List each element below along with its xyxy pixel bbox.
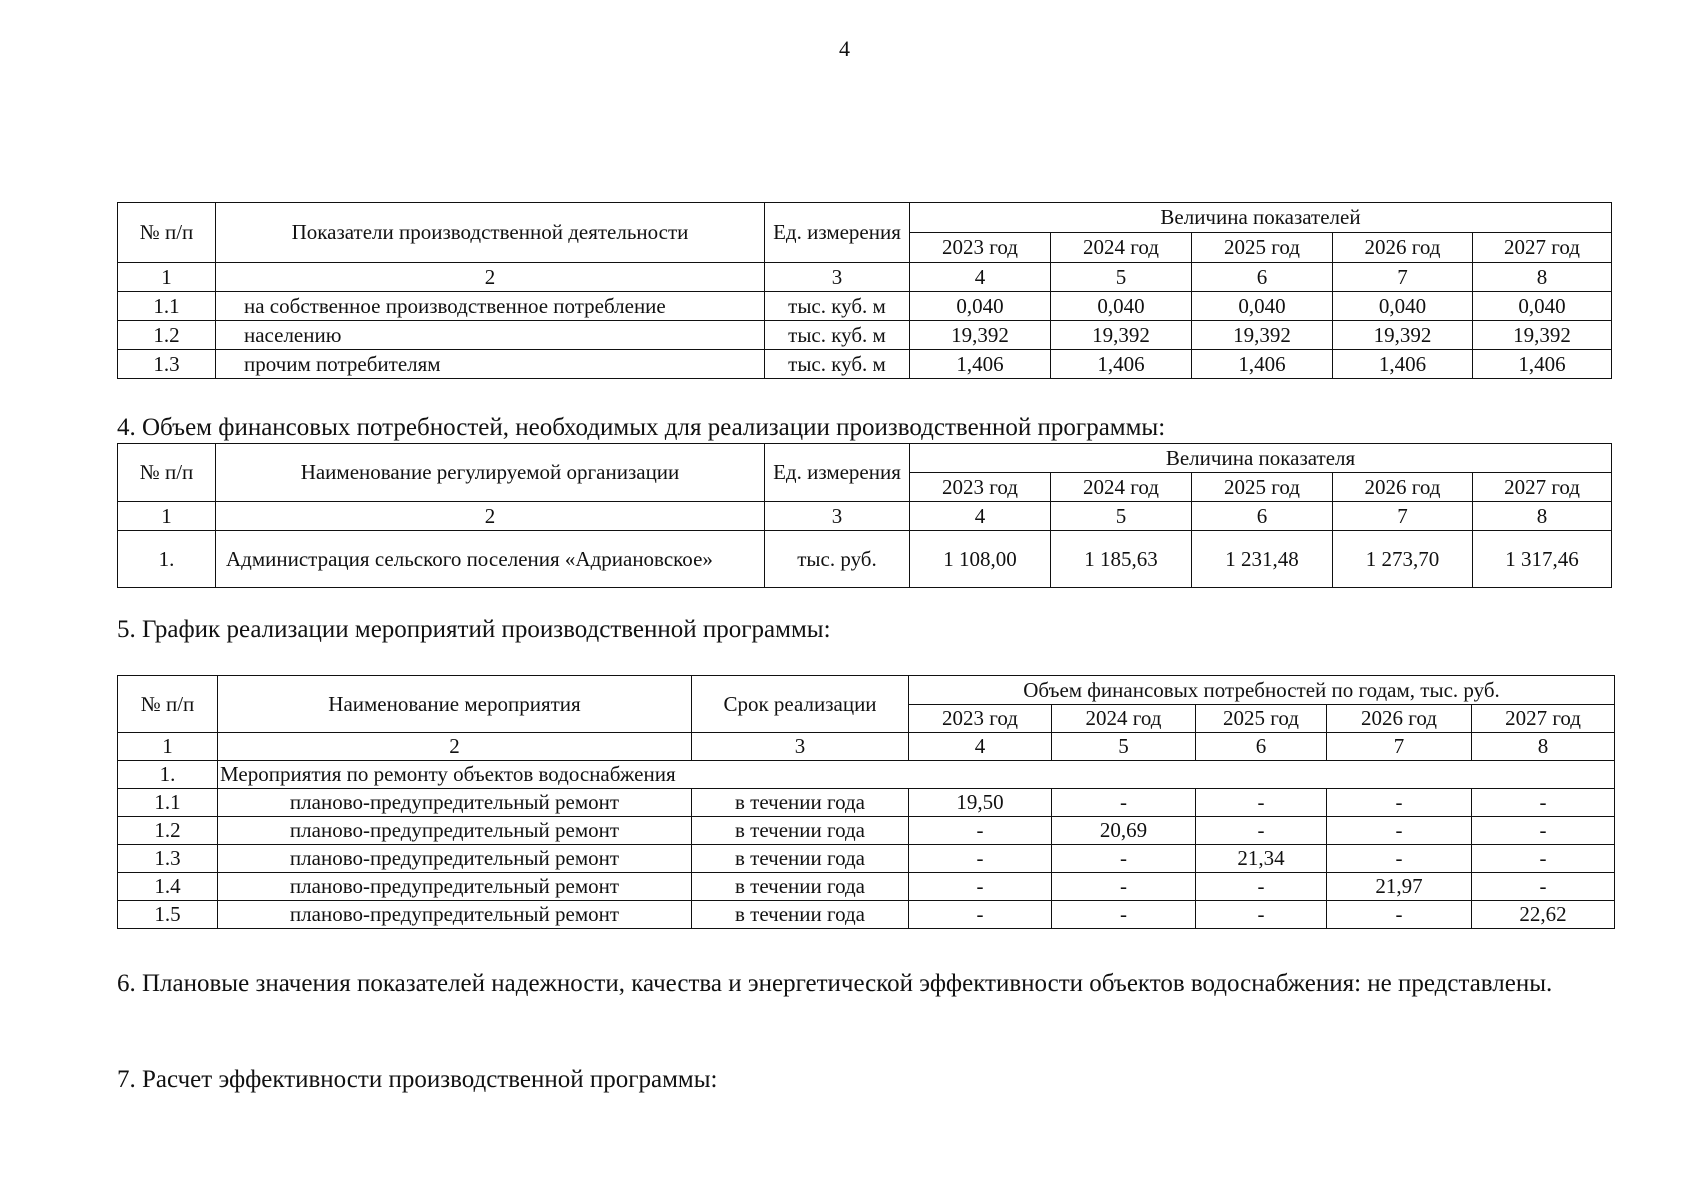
header-group: Объем финансовых потребностей по годам, тыс. руб. bbox=[909, 676, 1615, 705]
row-term: в течении года bbox=[692, 789, 909, 817]
row-num: 1.5 bbox=[118, 901, 218, 929]
row-value: - bbox=[1196, 901, 1327, 929]
row-value: 19,392 bbox=[1051, 321, 1192, 350]
row-num: 1.3 bbox=[118, 350, 216, 379]
group-num: 1. bbox=[118, 761, 218, 789]
header-num: № п/п bbox=[118, 203, 216, 263]
row-value: 1 317,46 bbox=[1473, 531, 1612, 588]
row-value: - bbox=[1472, 789, 1615, 817]
row-value: 0,040 bbox=[1473, 292, 1612, 321]
row-value: 19,392 bbox=[1333, 321, 1473, 350]
group-row bbox=[118, 761, 1615, 789]
row-value: - bbox=[909, 817, 1052, 845]
index-cell: 7 bbox=[1327, 733, 1472, 761]
section-5-title: 5. График реализации мероприятий производственной программы: bbox=[117, 616, 831, 643]
header-year: 2026 год bbox=[1333, 473, 1473, 502]
row-name: планово-предупредительный ремонт bbox=[218, 817, 692, 845]
row-value: 0,040 bbox=[910, 292, 1051, 321]
row-value: 21,97 bbox=[1327, 873, 1472, 901]
header-year: 2027 год bbox=[1472, 705, 1615, 733]
row-name: планово-предупредительный ремонт bbox=[218, 789, 692, 817]
index-cell: 2 bbox=[216, 502, 765, 531]
header-group: Величина показателя bbox=[910, 444, 1612, 473]
table-row bbox=[118, 321, 1612, 350]
row-value: - bbox=[1472, 845, 1615, 873]
row-name: на собственное производственное потребление bbox=[216, 292, 765, 321]
row-value: 19,392 bbox=[1192, 321, 1333, 350]
table-row bbox=[118, 901, 1615, 929]
index-cell: 6 bbox=[1192, 502, 1333, 531]
header-year: 2026 год bbox=[1327, 705, 1472, 733]
row-unit: тыс. куб. м bbox=[765, 350, 910, 379]
header-num: № п/п bbox=[118, 444, 216, 502]
index-cell: 8 bbox=[1472, 733, 1615, 761]
index-row bbox=[118, 733, 1615, 761]
header-group: Величина показателей bbox=[910, 203, 1612, 233]
header-year: 2024 год bbox=[1051, 233, 1192, 263]
index-cell: 3 bbox=[692, 733, 909, 761]
row-value: 19,392 bbox=[1473, 321, 1612, 350]
row-num: 1.1 bbox=[118, 789, 218, 817]
index-cell: 6 bbox=[1192, 263, 1333, 292]
row-value: 19,50 bbox=[909, 789, 1052, 817]
row-value: 1 185,63 bbox=[1051, 531, 1192, 588]
index-cell: 5 bbox=[1051, 502, 1192, 531]
index-cell: 3 bbox=[765, 502, 910, 531]
row-name: планово-предупредительный ремонт bbox=[218, 845, 692, 873]
index-cell: 7 bbox=[1333, 263, 1473, 292]
index-cell: 8 bbox=[1473, 502, 1612, 531]
index-cell: 5 bbox=[1052, 733, 1196, 761]
row-value: - bbox=[909, 845, 1052, 873]
index-cell: 5 bbox=[1051, 263, 1192, 292]
row-unit: тыс. руб. bbox=[765, 531, 910, 588]
row-value: - bbox=[1327, 789, 1472, 817]
row-num: 1.1 bbox=[118, 292, 216, 321]
index-cell: 1 bbox=[118, 733, 218, 761]
index-cell: 2 bbox=[216, 263, 765, 292]
row-num: 1.4 bbox=[118, 873, 218, 901]
table-row bbox=[118, 292, 1612, 321]
row-value: - bbox=[1196, 789, 1327, 817]
table-row bbox=[118, 873, 1615, 901]
index-row bbox=[118, 502, 1612, 531]
section-4-title: 4. Объем финансовых потребностей, необходимых для реализации производственной программы: bbox=[117, 414, 1166, 441]
index-cell: 2 bbox=[218, 733, 692, 761]
table-row bbox=[118, 531, 1612, 588]
row-value: - bbox=[909, 873, 1052, 901]
row-name: населению bbox=[216, 321, 765, 350]
row-value: - bbox=[1472, 817, 1615, 845]
row-value: - bbox=[1196, 873, 1327, 901]
row-name: прочим потребителям bbox=[216, 350, 765, 379]
index-row bbox=[118, 263, 1612, 292]
row-value: - bbox=[1327, 901, 1472, 929]
section-7-title: 7. Расчет эффективности производственной программы: bbox=[117, 1066, 718, 1093]
group-name: Мероприятия по ремонту объектов водоснабжения bbox=[218, 761, 1615, 789]
row-value: 0,040 bbox=[1051, 292, 1192, 321]
header-year: 2025 год bbox=[1192, 233, 1333, 263]
row-value: 1,406 bbox=[1473, 350, 1612, 379]
row-value: - bbox=[1472, 873, 1615, 901]
row-value: - bbox=[1052, 845, 1196, 873]
section-6-text: 6. Плановые значения показателей надежности, качества и энергетической эффективности объектов водоснабжения: не представлены. bbox=[117, 970, 1553, 997]
header-term: Срок реализации bbox=[692, 676, 909, 733]
row-name: планово-предупредительный ремонт bbox=[218, 901, 692, 929]
row-term: в течении года bbox=[692, 901, 909, 929]
header-name: Показатели производственной деятельности bbox=[216, 203, 765, 263]
row-value: 0,040 bbox=[1333, 292, 1473, 321]
row-value: 1 108,00 bbox=[910, 531, 1051, 588]
index-cell: 4 bbox=[909, 733, 1052, 761]
row-value: 22,62 bbox=[1472, 901, 1615, 929]
page-number: 4 bbox=[839, 36, 850, 61]
header-year: 2023 год bbox=[910, 233, 1051, 263]
table-row bbox=[118, 789, 1615, 817]
index-cell: 6 bbox=[1196, 733, 1327, 761]
index-cell: 4 bbox=[910, 263, 1051, 292]
index-cell: 8 bbox=[1473, 263, 1612, 292]
row-value: - bbox=[1052, 901, 1196, 929]
row-num: 1.3 bbox=[118, 845, 218, 873]
row-value: 0,040 bbox=[1192, 292, 1333, 321]
row-num: 1.2 bbox=[118, 817, 218, 845]
organization-name: Администрация сельского поселения «Адриановское» bbox=[216, 531, 765, 588]
row-term: в течении года bbox=[692, 845, 909, 873]
row-value: 19,392 bbox=[910, 321, 1051, 350]
header-name: Наименование мероприятия bbox=[218, 676, 692, 733]
index-cell: 3 bbox=[765, 263, 910, 292]
row-value: 1 273,70 bbox=[1333, 531, 1473, 588]
header-unit: Ед. измерения bbox=[765, 203, 910, 263]
header-num: № п/п bbox=[118, 676, 218, 733]
row-num: 1. bbox=[118, 531, 216, 588]
row-value: - bbox=[1196, 817, 1327, 845]
production-indicators-table bbox=[117, 202, 1612, 379]
header-year: 2027 год bbox=[1473, 233, 1612, 263]
row-value: - bbox=[1327, 817, 1472, 845]
index-cell: 7 bbox=[1333, 502, 1473, 531]
row-value: - bbox=[1052, 873, 1196, 901]
table-row bbox=[118, 350, 1612, 379]
index-cell: 1 bbox=[118, 502, 216, 531]
header-year: 2024 год bbox=[1051, 473, 1192, 502]
schedule-table bbox=[117, 675, 1615, 929]
row-unit: тыс. куб. м bbox=[765, 292, 910, 321]
row-value: 1,406 bbox=[910, 350, 1051, 379]
index-cell: 4 bbox=[910, 502, 1051, 531]
table-row bbox=[118, 817, 1615, 845]
row-term: в течении года bbox=[692, 817, 909, 845]
header-year: 2026 год bbox=[1333, 233, 1473, 263]
header-year: 2027 год bbox=[1473, 473, 1612, 502]
row-num: 1.2 bbox=[118, 321, 216, 350]
row-value: - bbox=[1052, 789, 1196, 817]
row-value: 1,406 bbox=[1192, 350, 1333, 379]
row-value: 1,406 bbox=[1051, 350, 1192, 379]
row-value: 1,406 bbox=[1333, 350, 1473, 379]
row-value: - bbox=[909, 901, 1052, 929]
row-unit: тыс. куб. м bbox=[765, 321, 910, 350]
header-year: 2024 год bbox=[1052, 705, 1196, 733]
row-value: 21,34 bbox=[1196, 845, 1327, 873]
header-year: 2025 год bbox=[1196, 705, 1327, 733]
table-row bbox=[118, 845, 1615, 873]
row-value: - bbox=[1327, 845, 1472, 873]
row-value: 20,69 bbox=[1052, 817, 1196, 845]
index-cell: 1 bbox=[118, 263, 216, 292]
row-term: в течении года bbox=[692, 873, 909, 901]
financial-needs-table bbox=[117, 443, 1612, 588]
row-value: 1 231,48 bbox=[1192, 531, 1333, 588]
header-year: 2025 год bbox=[1192, 473, 1333, 502]
header-year: 2023 год bbox=[910, 473, 1051, 502]
header-unit: Ед. измерения bbox=[765, 444, 910, 502]
header-year: 2023 год bbox=[909, 705, 1052, 733]
header-name: Наименование регулируемой организации bbox=[216, 444, 765, 502]
row-name: планово-предупредительный ремонт bbox=[218, 873, 692, 901]
